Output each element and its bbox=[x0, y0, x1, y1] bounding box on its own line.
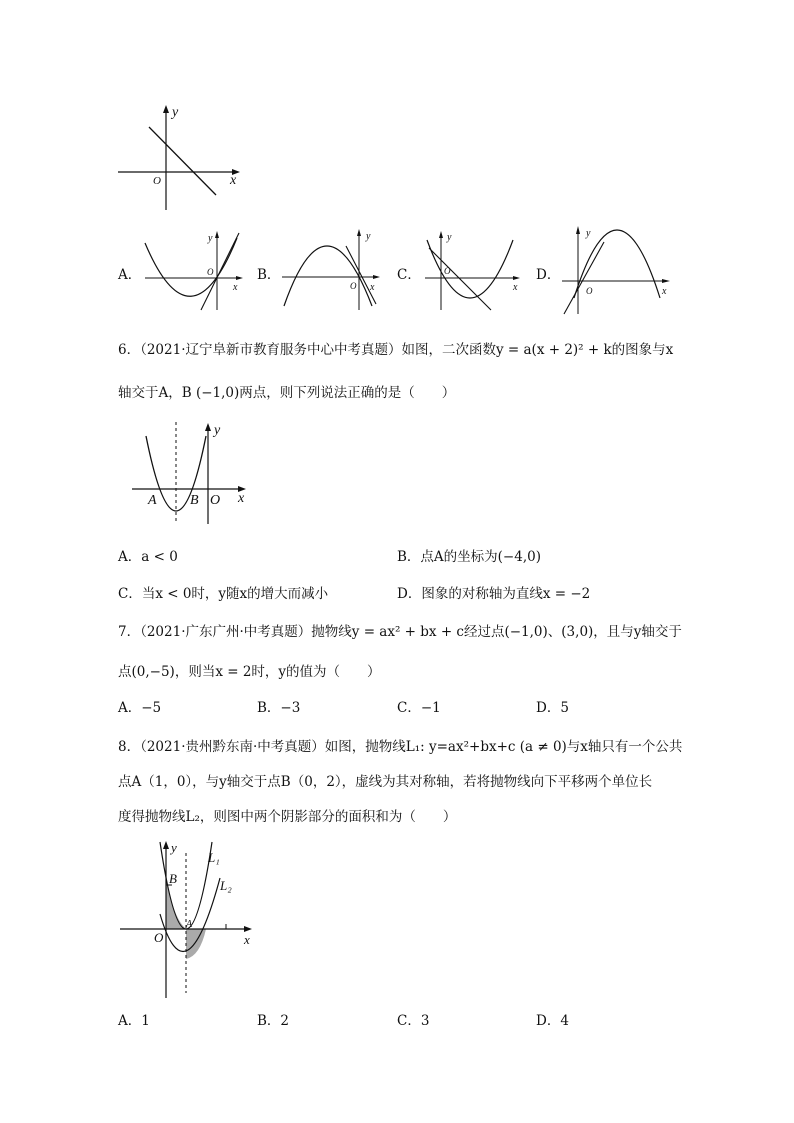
q5-option-b-graph bbox=[282, 226, 387, 311]
svg-text:O: O bbox=[444, 266, 451, 276]
svg-text:O: O bbox=[210, 493, 221, 508]
q8-stem-line1: 8．（2021·贵州黔东南·中考真题）如图，抛物线L₁: y=ax²+bx+c (a ≠ 0)与x轴只有一个公共 bbox=[118, 739, 683, 755]
q6-option-d: D．图象的对称轴为直线x = −2 bbox=[397, 586, 591, 602]
q8-graph bbox=[116, 838, 266, 1003]
q7-option-c: C．−1 bbox=[397, 700, 441, 716]
q5-option-a-graph bbox=[145, 228, 250, 313]
svg-text:y: y bbox=[208, 233, 213, 244]
q5-option-c-letter: C． bbox=[397, 267, 421, 283]
q7-option-a: A．−5 bbox=[118, 700, 162, 716]
svg-text:O: O bbox=[154, 930, 164, 945]
svg-text:y: y bbox=[586, 228, 591, 239]
q8-option-b: B．2 bbox=[257, 1013, 290, 1029]
svg-text:y: y bbox=[214, 423, 221, 438]
svg-text:y: y bbox=[171, 840, 177, 855]
svg-text:L₁: L₁ bbox=[208, 850, 220, 865]
svg-text:x: x bbox=[370, 282, 375, 293]
q5-option-d-graph bbox=[562, 222, 677, 317]
q5-option-b-letter: B． bbox=[257, 267, 281, 283]
svg-text:x: x bbox=[238, 491, 245, 506]
svg-text:B: B bbox=[169, 871, 177, 886]
q5-option-d-letter: D． bbox=[536, 267, 561, 283]
svg-text:x: x bbox=[244, 932, 250, 947]
q8-stem-line2: 点A（1，0），与y轴交于点B（0，2），虚线为其对称轴，若将抛物线向下平移两个单位长 bbox=[118, 774, 653, 790]
svg-text:y: y bbox=[447, 232, 452, 243]
q6-stem-line1: 6．（2021·辽宁阜新市教育服务中心中考真题）如图，二次函数y = a(x + 2)² + k的图象与x bbox=[118, 342, 674, 358]
q6-option-a: A．a < 0 bbox=[118, 549, 178, 565]
q7-option-b: B．−3 bbox=[257, 700, 301, 716]
svg-text:O: O bbox=[586, 286, 593, 296]
q6-stem-line2: 轴交于A，B (−1,0)两点，则下列说法正确的是（ ） bbox=[118, 385, 456, 401]
svg-text:x: x bbox=[662, 286, 667, 297]
q7-option-d: D．5 bbox=[536, 700, 569, 716]
q5-option-a-letter: A． bbox=[118, 267, 142, 283]
q6-option-b: B．点A的坐标为(−4,0) bbox=[397, 549, 541, 565]
q5-option-c-graph bbox=[425, 228, 530, 313]
q7-stem-line2: 点(0,−5)，则当x = 2时，y的值为（ ） bbox=[118, 664, 381, 680]
q8-option-d: D．4 bbox=[536, 1013, 569, 1029]
svg-text:x: x bbox=[233, 282, 238, 293]
origin-label: O bbox=[153, 175, 161, 187]
svg-text:O: O bbox=[207, 267, 214, 277]
svg-text:A: A bbox=[148, 493, 157, 508]
q7-stem-line1: 7．（2021·广东广州·中考真题）抛物线y = ax² + bx + c经过点(−1,0)、(3,0)，且与y轴交于 bbox=[118, 624, 682, 640]
q5-line-graph bbox=[116, 100, 246, 215]
y-axis-label: y bbox=[172, 105, 179, 120]
q6-option-c: C．当x < 0时，y随x的增大而减小 bbox=[118, 586, 329, 602]
svg-text:B: B bbox=[190, 493, 199, 508]
svg-text:x: x bbox=[513, 282, 518, 293]
q6-graph bbox=[128, 418, 258, 528]
q8-option-c: C．3 bbox=[397, 1013, 430, 1029]
q8-option-a: A．1 bbox=[118, 1013, 150, 1029]
svg-text:O: O bbox=[350, 281, 357, 291]
svg-text:y: y bbox=[366, 231, 371, 242]
svg-text:L₂: L₂ bbox=[220, 878, 232, 893]
x-axis-label: x bbox=[230, 173, 237, 188]
svg-text:A: A bbox=[186, 919, 193, 930]
q8-stem-line3: 度得抛物线L₂，则图中两个阴影部分的面积和为（ ） bbox=[118, 809, 457, 825]
